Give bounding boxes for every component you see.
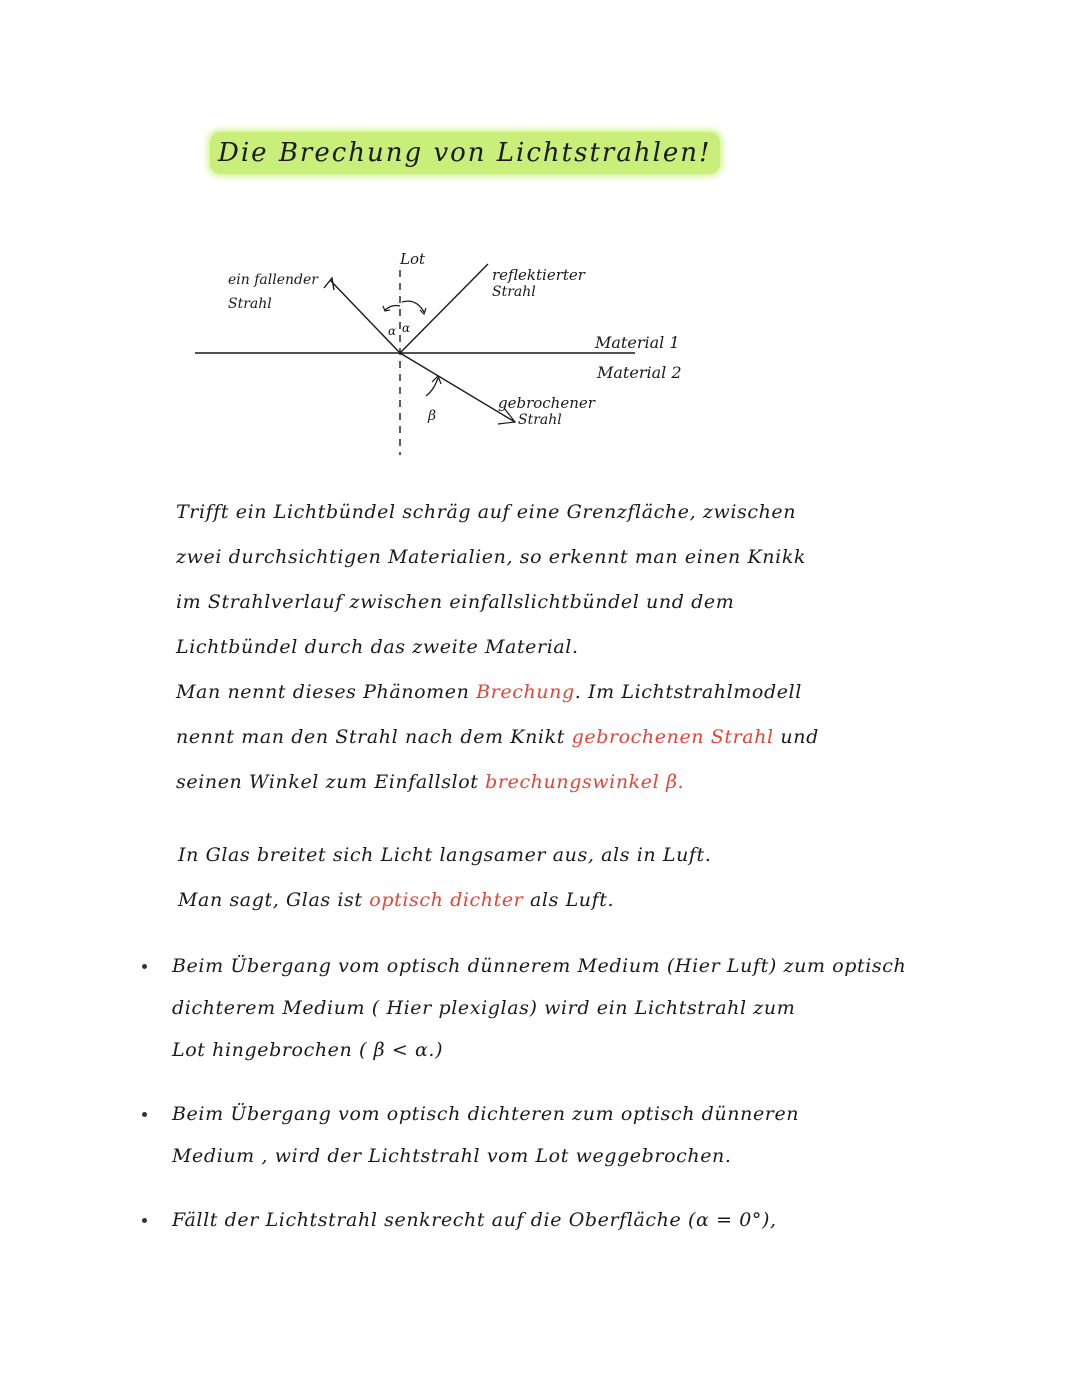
list-item xyxy=(140,1093,1040,1177)
list-item-line: Beim Übergang vom optisch dichteren zum optisch dünneren xyxy=(172,1103,800,1125)
list-item-line: Medium , wird der Lichtstrahl vom Lot weggebrochen. xyxy=(172,1145,732,1167)
paragraph-line: zwei durchsichtigen Materialien, so erkennt man einen Knikk xyxy=(176,546,807,568)
list-item-line: Lot hingebrochen ( β < α.) xyxy=(172,1039,444,1061)
refracted-label-1: gebrochener xyxy=(498,394,595,412)
reflected-label-1: reflektierter xyxy=(492,266,585,284)
alpha-arc-left xyxy=(385,306,400,311)
definition-paragraph xyxy=(176,490,996,805)
bullet-icon xyxy=(142,964,147,969)
text-run: . Im Lichtstrahlmodell xyxy=(574,681,802,703)
bullet-icon xyxy=(142,1112,147,1117)
list-item xyxy=(140,1199,1040,1241)
list-item xyxy=(140,945,1040,1071)
text-run: als Luft. xyxy=(523,889,615,911)
paragraph-line xyxy=(176,760,996,805)
page-title xyxy=(210,138,720,168)
text-run: Man nennt dieses Phänomen xyxy=(176,681,477,703)
list-item-line: Beim Übergang vom optisch dünnerem Medium (Hier Luft) zum optisch xyxy=(172,955,907,977)
term-optisch-dichter: optisch dichter xyxy=(369,889,524,911)
rules-list xyxy=(140,945,1040,1263)
text-run: Man sagt, Glas ist xyxy=(178,889,370,911)
term-brechung: Brechung xyxy=(476,681,575,703)
material2-label: Material 2 xyxy=(597,363,682,382)
beta-arc xyxy=(426,378,438,396)
lot-label: Lot xyxy=(400,250,426,268)
term-gebrochener-strahl: gebrochenen Strahl xyxy=(571,726,774,748)
glass-paragraph xyxy=(178,833,998,923)
incident-ray xyxy=(330,280,400,353)
title-highlight: Die Brechung von Lichtstrahlen! xyxy=(210,132,720,174)
incident-arrowhead xyxy=(324,278,334,290)
text-run: und xyxy=(773,726,819,748)
paragraph-line xyxy=(176,670,996,715)
refracted-label-2: Strahl xyxy=(518,412,562,428)
paragraph-line xyxy=(178,878,998,923)
paragraph-line xyxy=(176,715,996,760)
text-run: seinen Winkel zum Einfallslot xyxy=(176,771,486,793)
paragraph-line: Lichtbündel durch das zweite Material. xyxy=(176,636,579,658)
paragraph-line: im Strahlverlauf zwischen einfallslichtbündel und dem xyxy=(176,591,735,613)
incident-label-1: ein fallender xyxy=(228,272,318,288)
paragraph-line: Trifft ein Lichtbündel schräg auf eine Grenzfläche, zwischen xyxy=(176,501,797,523)
reflected-ray xyxy=(400,264,488,353)
term-brechungswinkel: brechungswinkel β. xyxy=(485,771,685,793)
refraction-diagram xyxy=(180,230,740,470)
beta-label: β xyxy=(428,408,437,424)
paragraph-line: In Glas breitet sich Licht langsamer aus, als in Luft. xyxy=(178,844,712,866)
material1-label: Material 1 xyxy=(595,333,680,352)
alpha-label-left: α xyxy=(388,324,397,338)
bullet-icon xyxy=(142,1218,147,1223)
incident-label-2: Strahl xyxy=(228,296,272,312)
list-item-line: dichterem Medium ( Hier plexiglas) wird ein Lichtstrahl zum xyxy=(172,997,796,1019)
reflected-label-2: Strahl xyxy=(492,284,536,300)
alpha-label-right: α xyxy=(402,321,411,335)
list-item-line: Fällt der Lichtstrahl senkrecht auf die Oberfläche (α = 0°), xyxy=(172,1209,777,1231)
text-run: nennt man den Strahl nach dem Knikt xyxy=(176,726,572,748)
